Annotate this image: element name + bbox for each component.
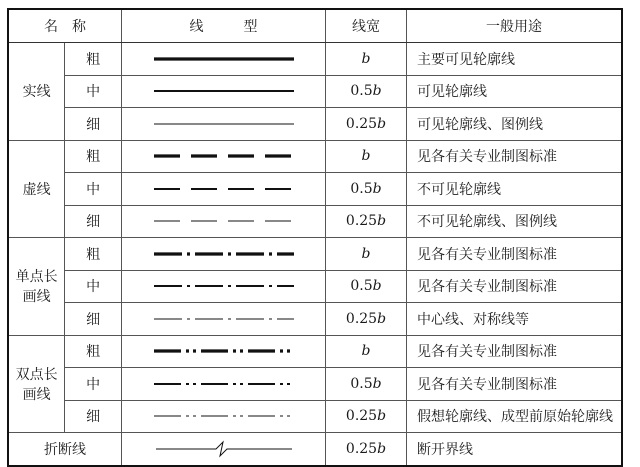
usage-cell: 见各有关专业制图标准 — [407, 270, 623, 303]
dash-dot-dot-line-icon — [144, 341, 304, 361]
line-sample — [122, 43, 326, 76]
width-cell — [326, 433, 407, 466]
weight-label: 粗 — [65, 335, 122, 368]
width-unit: b — [361, 245, 371, 262]
group-name: 虚线 — [8, 140, 65, 238]
width-unit: b — [377, 408, 387, 425]
table-row — [8, 335, 622, 368]
line-sample — [122, 270, 326, 303]
width-cell — [326, 368, 407, 401]
table-row — [8, 205, 622, 238]
weight-label: 中 — [65, 270, 122, 303]
table-row — [8, 270, 622, 303]
weight-label: 中 — [65, 173, 122, 206]
dash-dot-line-icon — [144, 309, 304, 329]
line-sample — [122, 335, 326, 368]
line-sample — [122, 400, 326, 433]
width-unit: b — [372, 83, 382, 100]
usage-cell: 中心线、对称线等 — [407, 303, 623, 336]
width-unit: b — [377, 115, 387, 132]
table-row — [8, 140, 622, 173]
width-cell — [326, 140, 407, 173]
weight-label: 粗 — [65, 140, 122, 173]
dashed-line-icon — [144, 146, 304, 166]
width-cell — [326, 303, 407, 336]
solid-line-icon — [144, 49, 304, 69]
dash-dot-dot-line-icon — [144, 374, 304, 394]
table-row — [8, 173, 622, 206]
dash-dot-dot-line-icon — [144, 406, 304, 426]
usage-cell: 可见轮廓线 — [407, 75, 623, 108]
dash-dot-line-icon — [144, 244, 304, 264]
table-row — [8, 400, 622, 433]
width-factor: 0.25 — [345, 310, 378, 327]
width-cell — [326, 400, 407, 433]
usage-cell: 见各有关专业制图标准 — [407, 238, 623, 271]
line-sample — [122, 173, 326, 206]
header-name: 名称 — [8, 9, 122, 43]
line-sample — [122, 368, 326, 401]
usage-cell: 断开界线 — [407, 433, 623, 466]
line-type-table — [7, 8, 623, 467]
weight-label: 中 — [65, 368, 122, 401]
line-sample — [122, 303, 326, 336]
dashed-line-icon — [144, 211, 304, 231]
weight-label: 细 — [65, 400, 122, 433]
header-row — [8, 9, 622, 43]
width-unit: b — [361, 148, 371, 165]
weight-label: 粗 — [65, 238, 122, 271]
width-factor: 0.5 — [350, 180, 373, 197]
usage-cell: 见各有关专业制图标准 — [407, 335, 623, 368]
table-row — [8, 368, 622, 401]
width-factor: 0.25 — [345, 213, 378, 230]
usage-cell: 见各有关专业制图标准 — [407, 140, 623, 173]
dash-dot-line-icon — [144, 276, 304, 296]
width-cell — [326, 238, 407, 271]
width-cell — [326, 335, 407, 368]
width-cell — [326, 75, 407, 108]
group-name: 实线 — [8, 43, 65, 141]
width-cell — [326, 270, 407, 303]
header-linetype: 线型 — [122, 9, 326, 43]
table-row — [8, 108, 622, 141]
group-name: 单点长画线 — [8, 238, 65, 336]
width-cell — [326, 173, 407, 206]
solid-line-icon — [144, 114, 304, 134]
header-usage: 一般用途 — [407, 9, 623, 43]
width-factor: 0.25 — [345, 408, 378, 425]
usage-cell: 主要可见轮廓线 — [407, 43, 623, 76]
group-name: 折断线 — [8, 433, 122, 466]
line-sample — [122, 108, 326, 141]
width-unit: b — [372, 180, 382, 197]
line-sample — [122, 238, 326, 271]
table-row — [8, 433, 622, 466]
weight-label: 细 — [65, 205, 122, 238]
width-factor: 0.5 — [350, 375, 373, 392]
line-sample — [122, 433, 326, 466]
usage-cell: 不可见轮廓线、图例线 — [407, 205, 623, 238]
width-unit: b — [361, 343, 371, 360]
dashed-line-icon — [144, 179, 304, 199]
width-unit: b — [377, 310, 387, 327]
table-row — [8, 303, 622, 336]
line-sample — [122, 75, 326, 108]
width-cell — [326, 43, 407, 76]
width-cell — [326, 205, 407, 238]
line-sample — [122, 205, 326, 238]
weight-label: 中 — [65, 75, 122, 108]
table-body — [8, 43, 622, 466]
break-line-icon — [144, 439, 304, 459]
usage-cell: 见各有关专业制图标准 — [407, 368, 623, 401]
line-sample — [122, 140, 326, 173]
width-unit: b — [372, 278, 382, 295]
width-cell — [326, 108, 407, 141]
width-factor: 0.25 — [345, 440, 378, 457]
width-unit: b — [372, 375, 382, 392]
width-unit: b — [377, 213, 387, 230]
usage-cell: 不可见轮廓线 — [407, 173, 623, 206]
table-row — [8, 43, 622, 76]
width-factor: 0.25 — [345, 115, 378, 132]
width-factor: 0.5 — [350, 83, 373, 100]
table-row — [8, 75, 622, 108]
weight-label: 细 — [65, 303, 122, 336]
width-unit: b — [377, 440, 387, 457]
solid-line-icon — [144, 81, 304, 101]
usage-cell: 假想轮廓线、成型前原始轮廓线 — [407, 400, 623, 433]
width-factor: 0.5 — [350, 278, 373, 295]
width-unit: b — [361, 50, 371, 67]
weight-label: 细 — [65, 108, 122, 141]
usage-cell: 可见轮廓线、图例线 — [407, 108, 623, 141]
table-row — [8, 238, 622, 271]
header-width: 线宽 — [326, 9, 407, 43]
weight-label: 粗 — [65, 43, 122, 76]
group-name: 双点长画线 — [8, 335, 65, 433]
